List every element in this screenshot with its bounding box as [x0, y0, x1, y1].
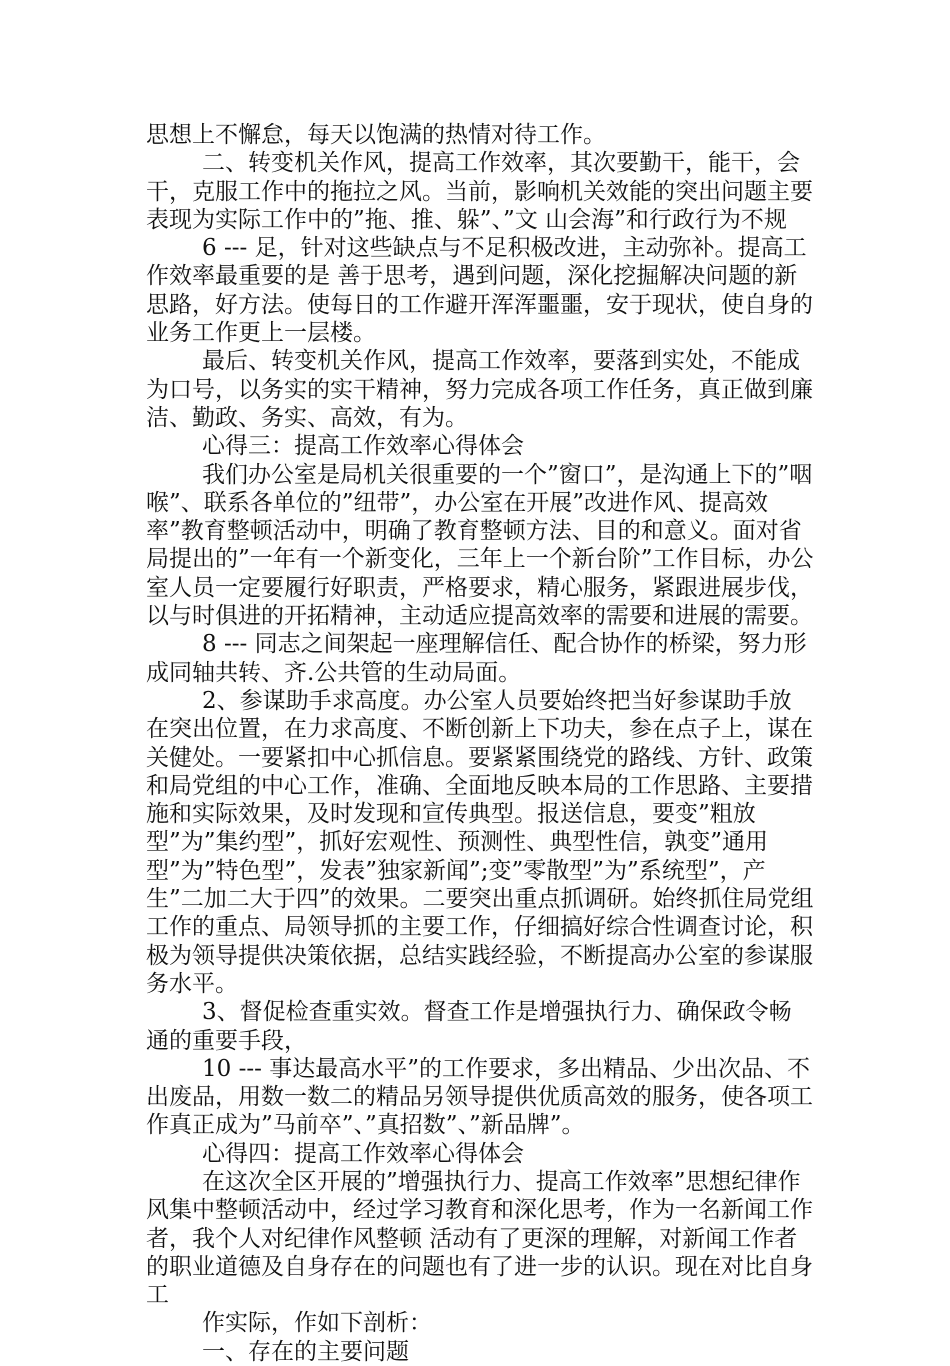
- paragraph: 一、存在的主要问题: [202, 1338, 409, 1365]
- paragraph: 3、督促检查重实效。督查工作是增强执行力、确保政令畅通的重要手段，: [146, 999, 792, 1054]
- paragraph: 我们办公室是局机关很重要的一个”窗口”，是沟通上下的”咽喉”、联系各单位的”纽带”，办公室在开展”改进作风、提高效率”教育整顿活动中，明确了教育整顿方法、目的和意义。面对省局提出的”一年有一个新变化，三年上一个新台阶”工作目标，办公室人员一定要履行好职责，严格要求，精心服务，紧跟进展步伐，以与时俱进的开拓精神，主动适应提高效率的需要和进展的需要。: [146, 461, 814, 630]
- paragraph: 6 --- 足，针对这些缺点与不足积极改进，主动弥补。提高工作效率最重要的是 善于思考，遇到问题，深化挖掘解决问题的新思路，好方法。使每日的工作避开浑浑噩噩，安于现状，使自身的业务工作更上一层楼。: [146, 235, 813, 347]
- paragraph: 心得四：提高工作效率心得体会: [202, 1140, 524, 1167]
- paragraph: 在这次全区开展的”增强执行力、提高工作效率”思想纪律作风集中整顿活动中，经过学习教育和深化思考，作为一名新闻工作者，我个人对纪律作风整顿 活动有了更深的理解，对新闻工作者的职业道德及自身存在的问题也有了进一步的认识。现在对比自身工: [146, 1168, 813, 1309]
- paragraph: 作实际，作如下剖析：: [202, 1310, 432, 1337]
- paragraph: 2、参谋助手求高度。办公室人员要始终把当好参谋助手放在突出位置，在力求高度、不断创新上下功夫，参在点子上，谋在关健处。一要紧扣中心抓信息。要紧紧围绕党的路线、方针、政策和局党组的中心工作，准确、全面地反映本局的工作思路、主要措施和实际效果，及时发现和宣传典型。报送信息，要变”粗放型”为”集约型”，抓好宏观性、预测性、典型性信，孰变”通用型”为”特色型”，发表”独家新闻”;变”零散型”为”系统型”，产生”二加二大于四”的效果。二要突出重点抓调研。始终抓住局党组工作的重点、局领导抓的主要工作，仔细搞好综合性调查讨论，积极为领导提供决策依据，总结实践经验，不断提高办公室的参谋服务水平。: [146, 687, 814, 997]
- paragraph: 二、转变机关作风，提高工作效率，其次要勤干，能干，会干，克服工作中的拖拉之风。当前，影响机关效能的突出问题主要表现为实际工作中的”拖、推、躲”、”文 山会海”和行政行为不规: [146, 150, 813, 233]
- paragraph: 10 --- 事达最高水平”的工作要求，多出精品、少出次品、不出废品，用数一数二的精品另领导提供优质高效的服务，使各项工作真正成为”马前卒”、”真招数”、”新品牌”。: [146, 1055, 813, 1139]
- paragraph: 最后、转变机关作风，提高工作效率，要落到实处，不能成为口号，以务实的实干精神，努力完成各项工作任务，真正做到廉洁、勤政、务实、高效，有为。: [146, 348, 813, 431]
- document-body: [146, 121, 814, 1366]
- paragraph: 心得三：提高工作效率心得体会: [202, 433, 524, 460]
- paragraph: 思想上不懈怠，每天以饱满的热情对待工作。: [146, 122, 606, 148]
- paragraph: 8 --- 同志之间架起一座理解信任、配合协作的桥梁，努力形成同轴共转、齐.公共管的生动局面。: [146, 631, 807, 686]
